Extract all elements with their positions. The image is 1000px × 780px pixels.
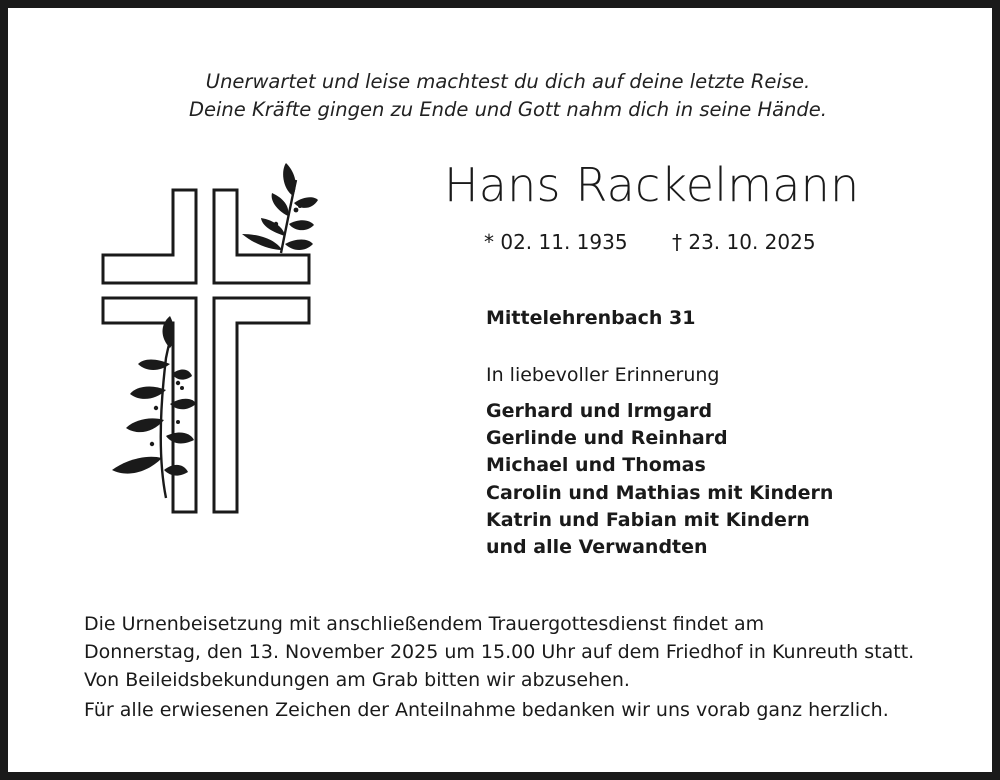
notice-line-1: Die Urnenbeisetzung mit anschließendem Trauergottesdienst findet am [84, 613, 765, 635]
notice-line-2: Donnerstag, den 13. November 2025 um 15.00 Uhr auf dem Friedhof in Kunreuth statt. [84, 641, 915, 663]
life-dates [484, 230, 816, 254]
motto-line-2: Deine Kräfte gingen zu Ende und Gott nahm dich in seine Hände. [189, 98, 827, 121]
memory-line: In liebevoller Erinnerung [486, 364, 720, 386]
mourner: und alle Verwandten [486, 536, 708, 559]
cross-icon [86, 158, 318, 518]
cross-illustration [86, 158, 318, 518]
thanks-line: Für alle erwiesenen Zeichen der Anteilnahme bedanken wir uns vorab ganz herzlich. [84, 699, 889, 721]
mourner: Gerlinde und Reinhard [486, 427, 728, 450]
funeral-notice [84, 610, 914, 694]
birth-date: * 02. 11. 1935 [484, 230, 628, 254]
motto-line-1: Unerwartet und leise machtest du dich auf deine letzte Reise. [205, 70, 811, 93]
death-date: † 23. 10. 2025 [672, 230, 816, 254]
mourner: Carolin und Mathias mit Kindern [486, 481, 834, 504]
mourner: Katrin und Fabian mit Kindern [486, 508, 810, 531]
notice-line-3: Von Beileidsbekundungen am Grab bitten wir abzusehen. [84, 669, 630, 691]
mourner: Michael und Thomas [486, 454, 706, 477]
deceased-name: Hans Rackelmann [444, 158, 860, 212]
mourner: Gerhard und lrmgard [486, 400, 713, 422]
motto-verse [8, 68, 1000, 124]
address: Mittelehrenbach 31 [486, 307, 696, 329]
mourners-list [486, 398, 833, 561]
